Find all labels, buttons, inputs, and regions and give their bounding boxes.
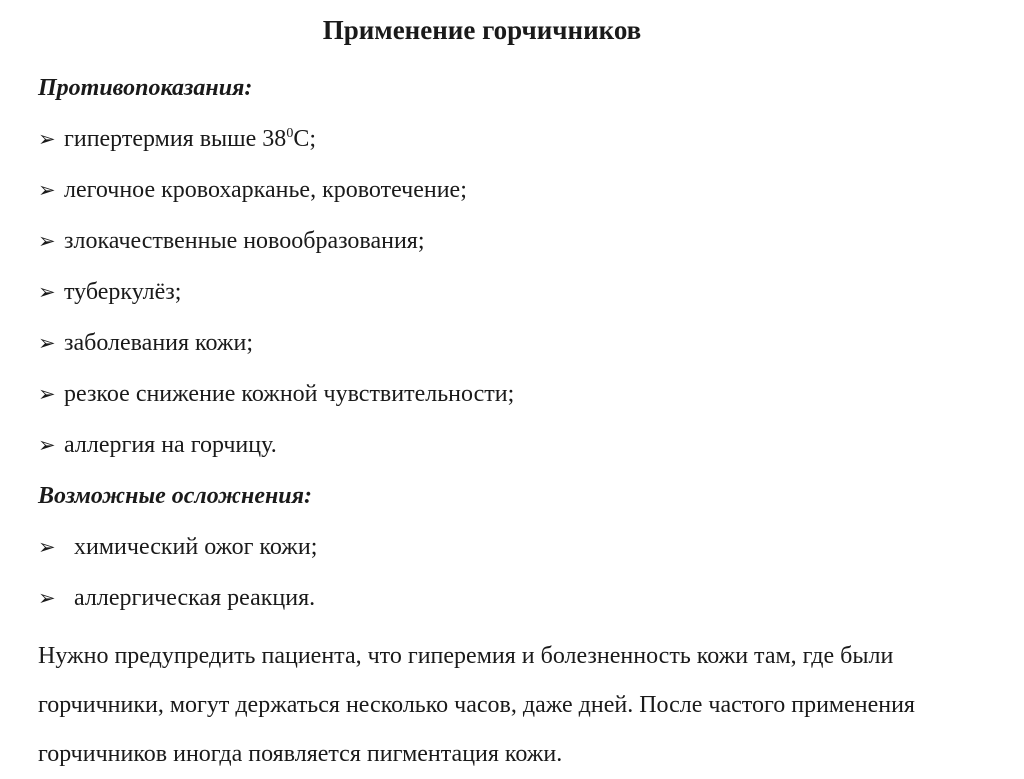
list-item — [38, 328, 253, 358]
list-item — [38, 532, 317, 562]
note-paragraph: Нужно предупредить пациента, что гиперемия и болезненность кожи там, где были горчичники, могут держаться несколько часов, даже дней. После частого применения горчичников иногда появляется пигментация кожи. — [38, 643, 915, 767]
arrow-bullet-icon: ➢ — [38, 280, 56, 304]
list-item — [38, 226, 425, 256]
list-item-text: туберкулёз; — [64, 279, 182, 305]
list-item-text: гипертермия выше 38 — [64, 126, 287, 152]
list-item-text: заболевания кожи; — [64, 330, 253, 356]
list-item — [38, 583, 315, 613]
arrow-bullet-icon: ➢ — [38, 331, 56, 355]
list-item-text: химический ожог кожи; — [74, 534, 318, 560]
arrow-bullet-icon: ➢ — [38, 127, 56, 151]
complications-heading: Возможные осложнения: — [38, 483, 313, 509]
list-item — [38, 175, 467, 205]
superscript: 0 — [286, 126, 294, 141]
list-item — [38, 277, 181, 307]
contraindications-heading: Противопоказания: — [38, 75, 253, 101]
list-item — [38, 430, 277, 460]
list-item-text: злокачественные новообразования; — [64, 228, 425, 254]
arrow-bullet-icon: ➢ — [38, 178, 56, 202]
list-item — [38, 379, 514, 409]
arrow-bullet-icon: ➢ — [38, 229, 56, 253]
list-item-text: легочное кровохарканье, кровотечение; — [64, 177, 467, 203]
arrow-bullet-icon: ➢ — [38, 382, 56, 406]
list-item-text: аллергическая реакция. — [74, 585, 316, 611]
list-item-text: аллергия на горчицу. — [64, 432, 277, 458]
arrow-bullet-icon: ➢ — [38, 433, 56, 457]
list-item — [38, 124, 316, 154]
arrow-bullet-icon: ➢ — [38, 535, 56, 559]
list-item-text: резкое снижение кожной чувствительности; — [64, 381, 515, 407]
arrow-bullet-icon: ➢ — [38, 586, 56, 610]
page-title: Применение горчичников — [322, 15, 642, 45]
list-item-text-suffix: С; — [293, 126, 316, 152]
